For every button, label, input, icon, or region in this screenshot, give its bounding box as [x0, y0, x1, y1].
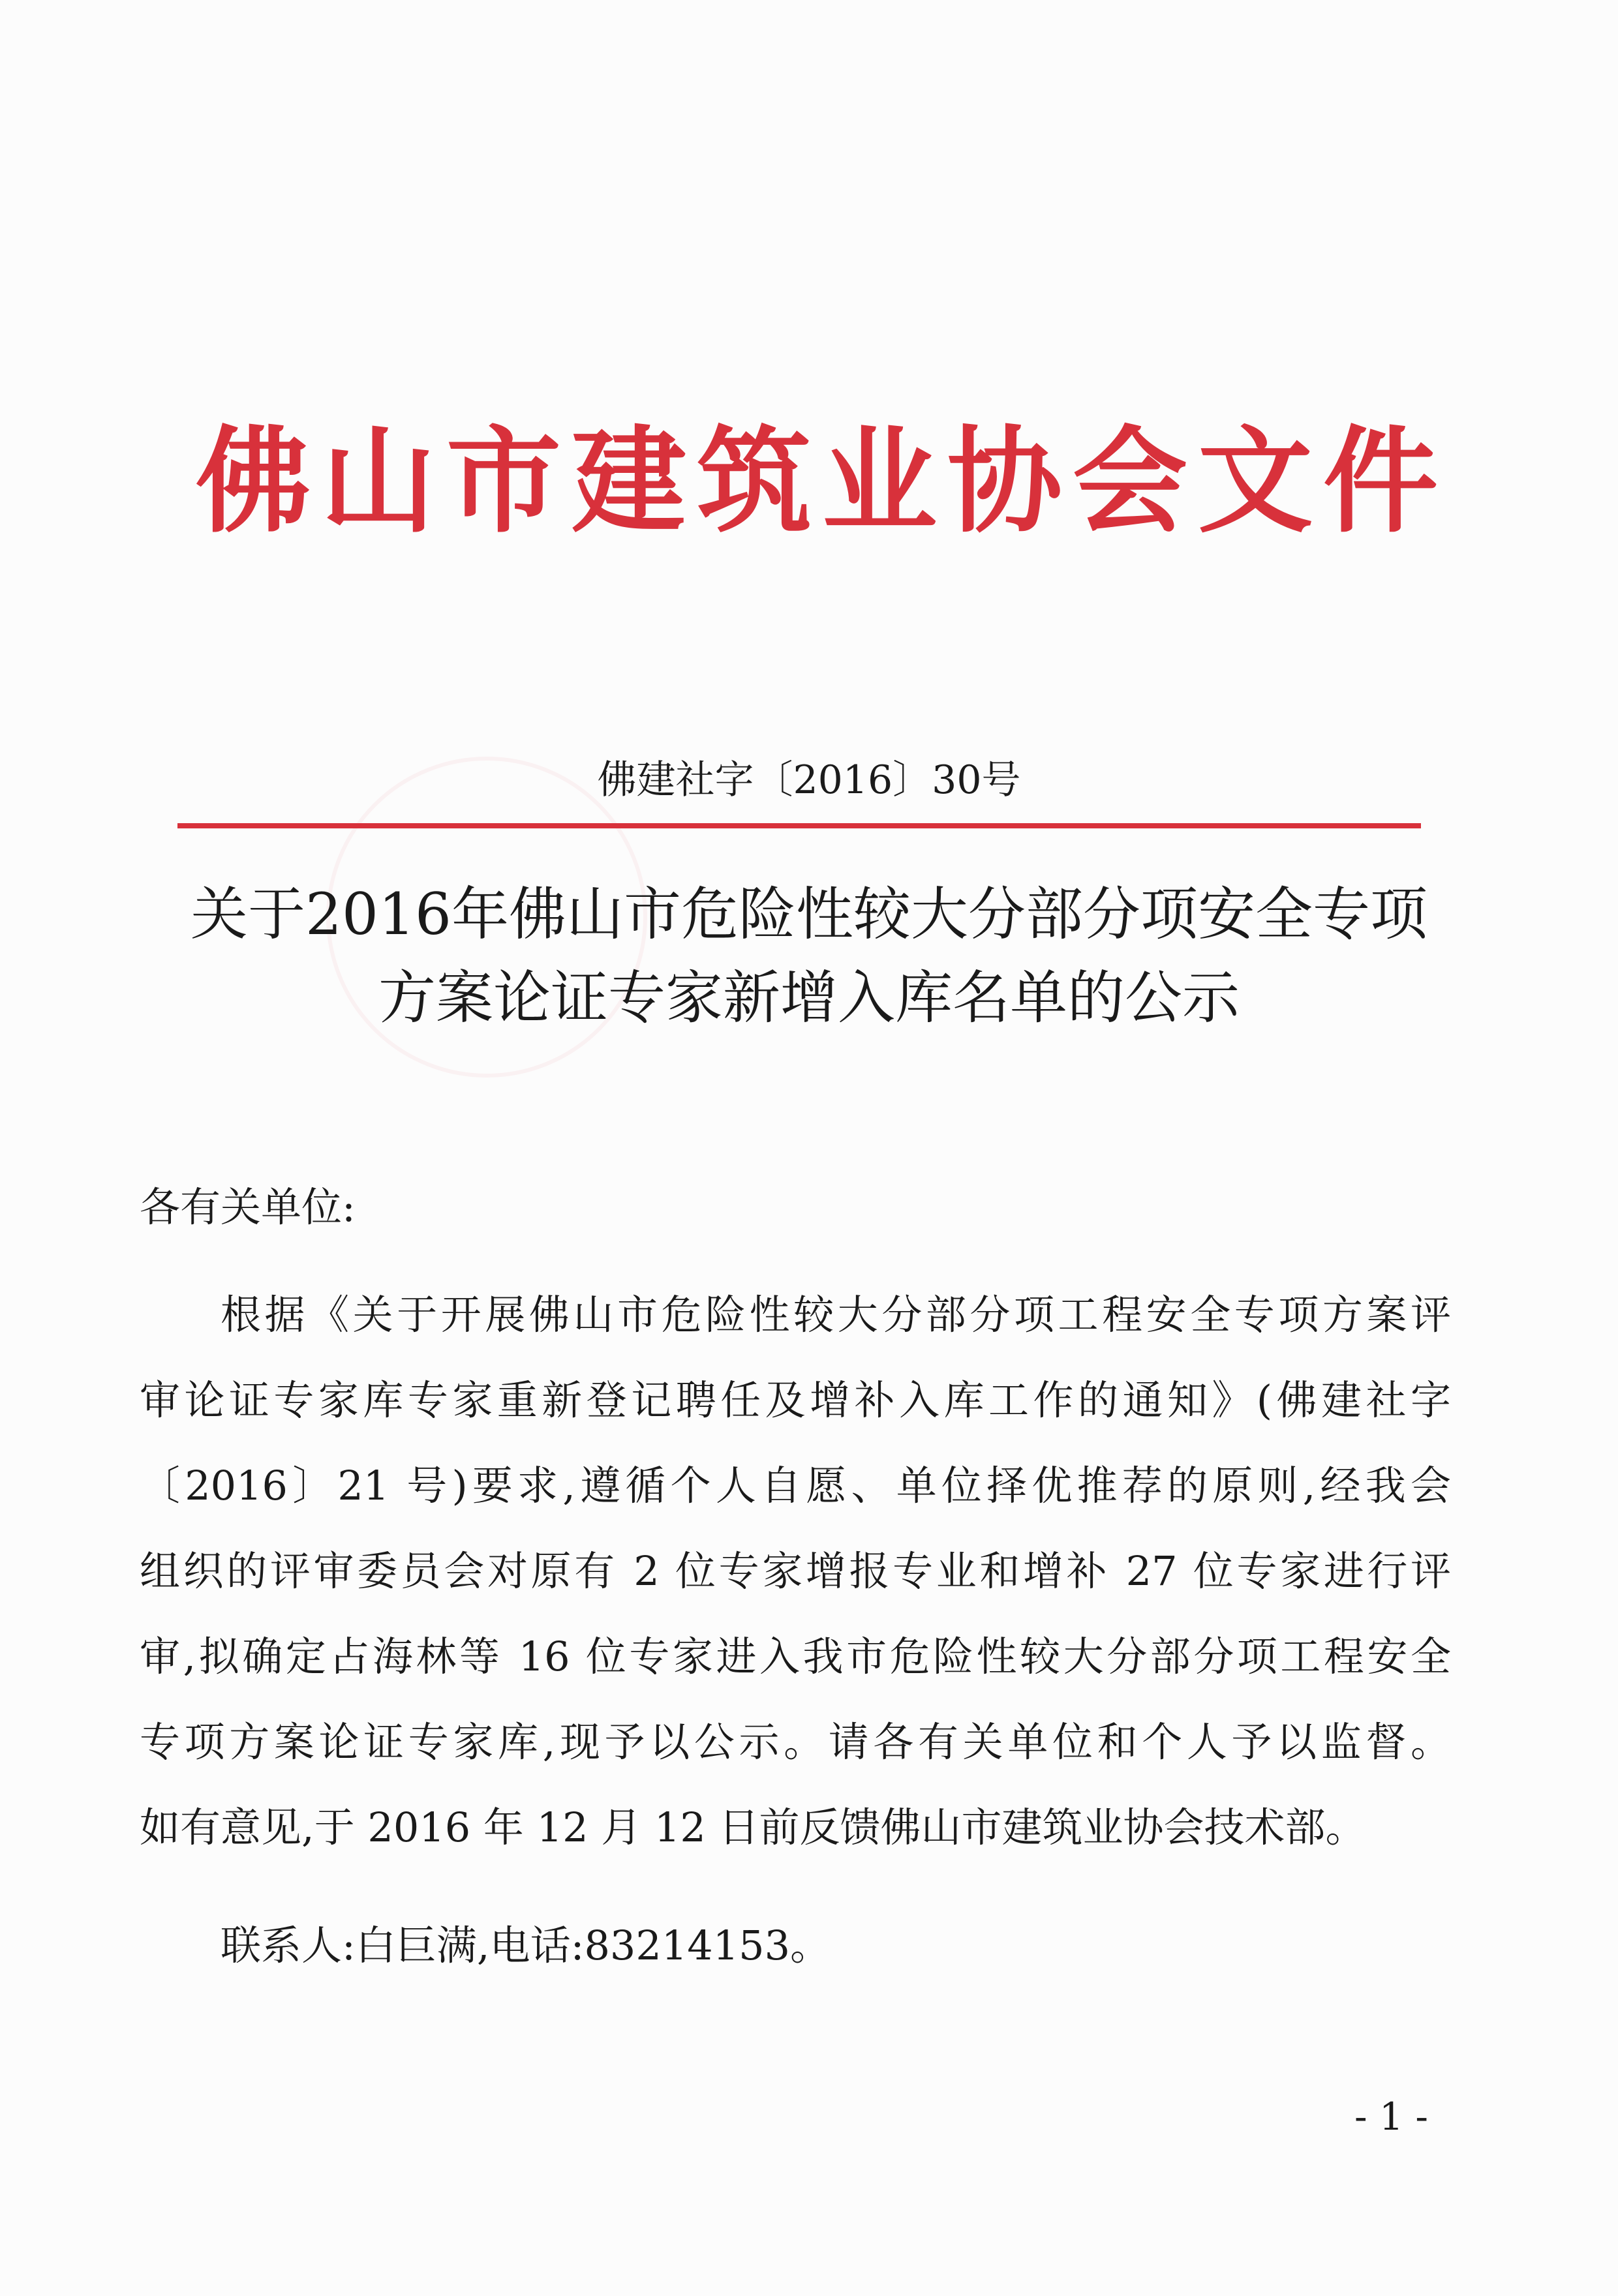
body-line: 专项方案论证专家库,现予以公示。请各有关单位和个人予以监督。: [140, 1718, 1451, 1766]
body-line: 根据《关于开展佛山市危险性较大分部分项工程安全专项方案评: [221, 1291, 1451, 1338]
body-paragraph: [140, 1272, 1451, 1870]
contact-info: 联系人:白巨满,电话:83214153。: [221, 1922, 831, 1969]
headline-line-2: 方案论证专家新增入库名单的公示: [378, 963, 1240, 1031]
document-number: 佛建社字〔2016〕30号: [597, 757, 1021, 803]
red-separator-line: [177, 823, 1421, 828]
headline-line-1: 关于2016年佛山市危险性较大分部分项安全专项: [191, 881, 1427, 948]
body-line: 审论证专家库专家重新登记聘任及增补入库工作的通知》(佛建社字: [140, 1376, 1451, 1424]
body-line: 〔2016〕21 号)要求,遵循个人自愿、单位择优推荐的原则,经我会: [140, 1462, 1451, 1509]
body-line: 审,拟确定占海林等 16 位专家进入我市危险性较大分部分项工程安全: [140, 1633, 1451, 1680]
body-line: 组织的评审委员会对原有 2 位专家增报专业和增补 27 位专家进行评: [140, 1547, 1451, 1595]
notice-headline: [117, 873, 1501, 1039]
body-line: 如有意见,于 2016 年 12 月 12 日前反馈佛山市建筑业协会技术部。: [140, 1804, 1366, 1851]
issuer-title: 佛山市建筑业协会文件: [196, 414, 1449, 549]
page-number: - 1 -: [1354, 2094, 1428, 2139]
salutation: 各有关单位:: [140, 1183, 356, 1231]
